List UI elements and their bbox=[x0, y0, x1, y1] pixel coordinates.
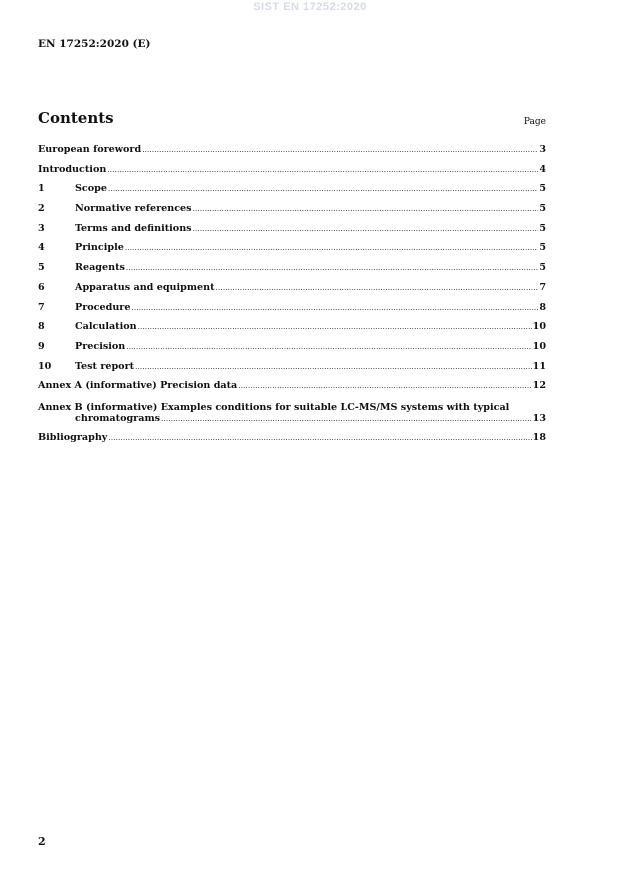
toc-entry-annex-a[interactable] bbox=[38, 380, 546, 400]
toc-title: Annex A (informative) Precision data bbox=[38, 380, 238, 392]
toc-page: 3 bbox=[539, 144, 546, 155]
toc-leader bbox=[125, 242, 538, 254]
toc-title-continuation: chromatograms bbox=[75, 412, 160, 424]
toc-entry-precision[interactable] bbox=[38, 341, 546, 361]
toc-entry-bibliography[interactable] bbox=[38, 432, 546, 452]
table-of-contents bbox=[38, 144, 546, 452]
toc-title: Calculation bbox=[75, 321, 137, 333]
toc-entry-principle[interactable] bbox=[38, 242, 546, 262]
toc-number: 1 bbox=[38, 183, 45, 195]
toc-number: 5 bbox=[38, 262, 45, 274]
toc-leader bbox=[193, 223, 539, 235]
toc-title: Bibliography bbox=[38, 431, 108, 443]
toc-number: 8 bbox=[38, 321, 45, 333]
toc-page: 5 bbox=[539, 222, 546, 234]
toc-entry-procedure[interactable] bbox=[38, 302, 546, 322]
toc-entry-terms-definitions[interactable] bbox=[38, 223, 546, 243]
toc-leader bbox=[142, 144, 538, 156]
toc-number: 3 bbox=[38, 222, 45, 234]
toc-leader bbox=[108, 432, 531, 444]
toc-title: Principle bbox=[75, 242, 124, 254]
toc-number: 9 bbox=[38, 340, 45, 352]
toc-page: 12 bbox=[532, 380, 546, 392]
toc-leader bbox=[193, 203, 539, 215]
toc-entry-calculation[interactable] bbox=[38, 321, 546, 341]
toc-leader bbox=[126, 262, 538, 274]
toc-title: Scope bbox=[75, 183, 107, 195]
toc-title: Test report bbox=[75, 360, 135, 372]
toc-page: 5 bbox=[539, 203, 546, 215]
toc-page: 18 bbox=[532, 431, 546, 443]
toc-number: 7 bbox=[38, 301, 45, 313]
toc-page: 10 bbox=[532, 340, 546, 352]
toc-title: Apparatus and equipment bbox=[75, 281, 215, 293]
toc-leader bbox=[107, 164, 538, 176]
page-column-label: Page bbox=[523, 117, 546, 127]
toc-entry-normative-references[interactable] bbox=[38, 203, 546, 223]
toc-title: Annex B (informative) Examples conditions for suitable LC-MS/MS systems with typical bbox=[38, 401, 510, 413]
contents-title: Contents bbox=[38, 109, 114, 127]
toc-page: 5 bbox=[539, 262, 546, 274]
toc-title: Procedure bbox=[75, 301, 131, 313]
toc-leader bbox=[131, 302, 538, 314]
toc-leader bbox=[126, 341, 531, 353]
document-id: EN 17252:2020 (E) bbox=[38, 38, 151, 50]
toc-title: Precision bbox=[75, 340, 126, 352]
toc-entry-introduction[interactable] bbox=[38, 164, 546, 184]
toc-entry-apparatus[interactable] bbox=[38, 282, 546, 302]
toc-page: 5 bbox=[539, 183, 546, 195]
toc-page: 4 bbox=[539, 163, 546, 175]
toc-number: 4 bbox=[38, 242, 45, 254]
toc-page: 10 bbox=[532, 321, 546, 333]
toc-title: European foreword bbox=[38, 144, 142, 155]
toc-page: 11 bbox=[532, 360, 546, 372]
toc-entry-reagents[interactable] bbox=[38, 262, 546, 282]
toc-title: Terms and definitions bbox=[75, 222, 192, 234]
toc-title: Introduction bbox=[38, 163, 107, 175]
toc-entry-foreword[interactable] bbox=[38, 144, 546, 164]
toc-title: Reagents bbox=[75, 262, 125, 274]
toc-entry-scope[interactable] bbox=[38, 183, 546, 203]
toc-leader bbox=[135, 361, 532, 373]
toc-page: 13 bbox=[532, 412, 546, 424]
toc-page: 7 bbox=[539, 281, 546, 293]
toc-leader bbox=[216, 282, 539, 294]
toc-number: 6 bbox=[38, 281, 45, 293]
toc-leader bbox=[161, 414, 532, 425]
toc-leader bbox=[238, 380, 531, 392]
toc-entry-annex-b[interactable] bbox=[38, 402, 546, 432]
toc-entry-test-report[interactable] bbox=[38, 361, 546, 381]
toc-leader bbox=[138, 321, 532, 333]
toc-page: 5 bbox=[539, 242, 546, 254]
toc-number: 10 bbox=[38, 360, 52, 372]
toc-title: Normative references bbox=[75, 203, 192, 215]
watermark: SIST EN 17252:2020 bbox=[253, 1, 367, 13]
page-number: 2 bbox=[38, 835, 46, 848]
toc-page: 8 bbox=[539, 301, 546, 313]
toc-leader bbox=[108, 183, 538, 195]
toc-number: 2 bbox=[38, 203, 45, 215]
